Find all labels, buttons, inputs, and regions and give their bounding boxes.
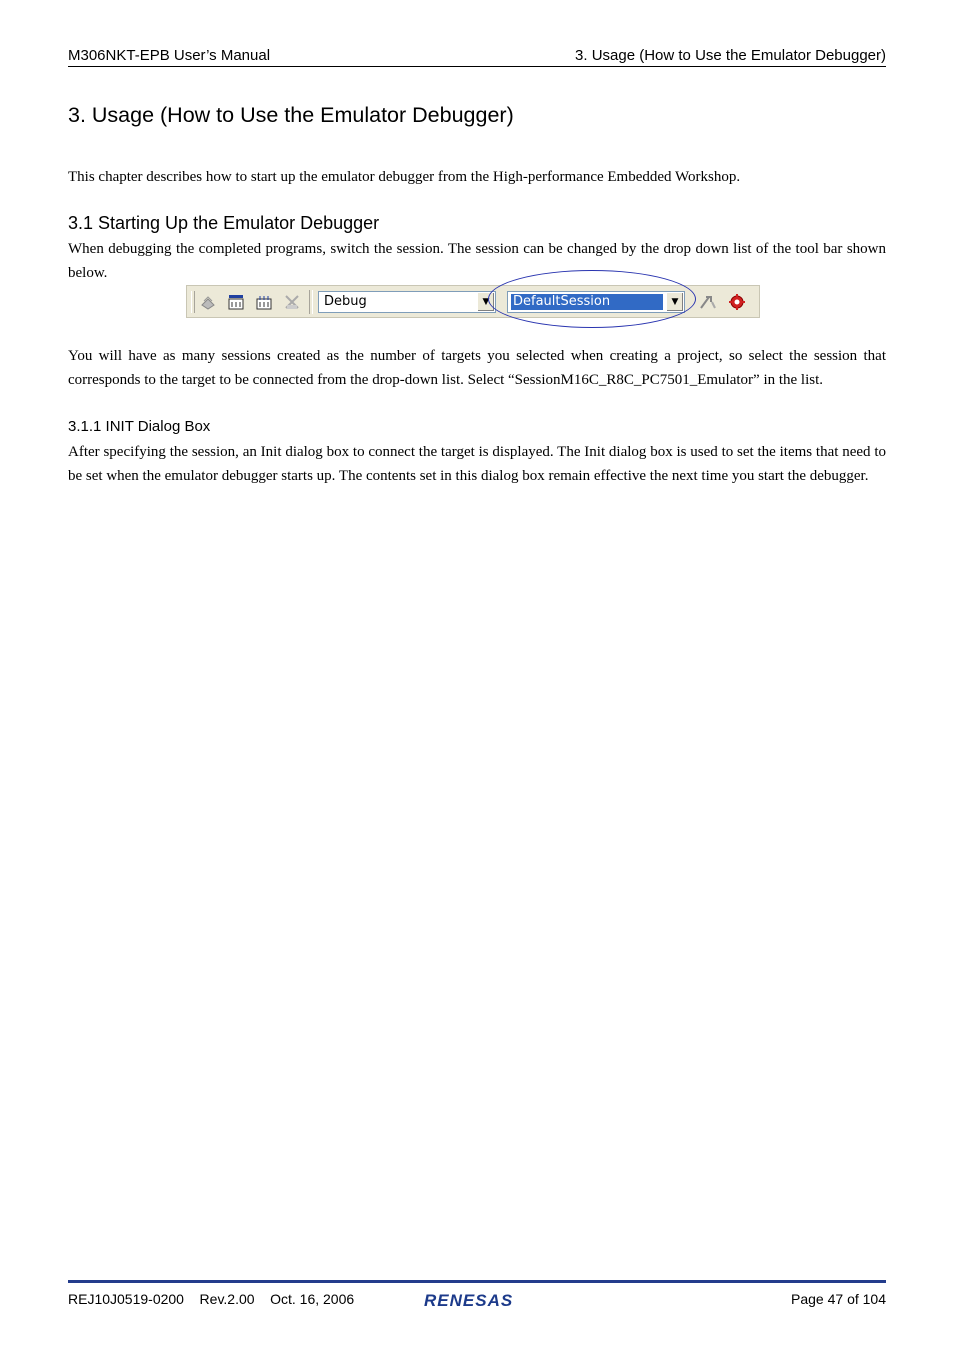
stop-build-icon [283,293,301,311]
chevron-down-icon[interactable]: ▼ [477,293,494,311]
subsection-paragraph: After specifying the session, an Init dialog box to connect the target is displayed. The Init dialog box is used to set the items that need to be set when the emulator debugger starts up. The contents set in this dialog box remain effective the next time you start the debugger. [68,444,886,484]
build-all-icon [227,293,245,311]
debug-settings-icon [728,293,746,311]
session-value: DefaultSession [511,294,663,310]
chevron-down-icon[interactable]: ▼ [666,293,683,311]
logo-text: RENESAS [424,1291,514,1310]
session-highlight-ellipse [488,270,696,328]
section-heading: 3.1 Starting Up the Emulator Debugger [68,213,380,233]
connect-icon [699,293,717,311]
footer-doc-info [68,1291,354,1307]
build-icon [199,293,217,311]
header-chapter-title: 3. Usage (How to Use the Emulator Debugger) [575,47,886,64]
section-paragraph-2: You will have as many sessions created as the number of targets you selected when creating a project, so select the session that corresponds to the target to be connected from the drop-down list. Select “SessionM16C_R8C_PC7501_Emulator” in the list. [68,348,886,388]
chapter-intro: This chapter describes how to start up the emulator debugger from the High-performance Embedded Workshop. [68,169,741,185]
subsection-heading: 3.1.1 INIT Dialog Box [68,418,211,435]
build-multiple-icon [255,293,273,311]
footer-rule [68,1280,886,1283]
page-header [68,47,886,67]
header-manual-title: M306NKT-EPB User’s Manual [68,47,271,64]
build-config-value: Debug [324,294,367,309]
toolbar-separator [309,290,313,314]
header-rule [68,66,886,67]
footer-date: Oct. 16, 2006 [270,1291,355,1307]
section-paragraph-1: When debugging the completed programs, switch the session. The session can be changed by the drop down list of the tool bar shown below. [68,241,886,281]
toolbar-grip [191,291,195,313]
footer-page-number: Page 47 of 104 [791,1291,886,1307]
page-footer [68,1291,886,1311]
build-config-dropdown[interactable] [318,291,496,313]
footer-rev: Rev.2.00 [199,1291,255,1307]
footer-doc-id: REJ10J0519-0200 [68,1291,184,1307]
renesas-logo [422,1289,534,1311]
chapter-heading: 3. Usage (How to Use the Emulator Debugger) [68,103,514,127]
